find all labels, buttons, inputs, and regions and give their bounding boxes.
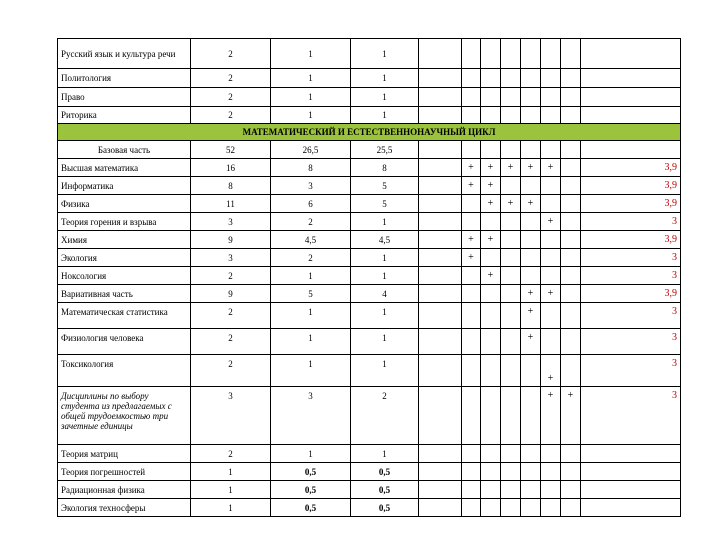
competence-code: 3,9 [581,177,681,195]
plus-mark [561,355,581,387]
plus-mark [521,213,541,231]
plus-mark [501,231,521,249]
competence-code: 3,9 [581,195,681,213]
lecture-hours: 1 [271,69,351,88]
table-row [58,195,681,213]
practice-hours: 0,5 [351,481,419,499]
practice-hours: 1 [351,329,419,355]
table-row [58,355,681,387]
discipline-name: Теория матриц [58,445,191,463]
table-row [58,107,681,124]
competence-code [581,445,681,463]
plus-mark: + [521,285,541,303]
competence-code [581,88,681,107]
practice-hours: 1 [351,69,419,88]
plus-mark [481,355,501,387]
practice-hours: 1 [351,267,419,285]
practice-hours: 5 [351,177,419,195]
practice-hours: 1 [351,249,419,267]
competence-code [581,141,681,159]
table-row [58,303,681,329]
plus-mark [521,387,541,445]
plus-mark [501,303,521,329]
total-hours: 2 [191,267,271,285]
lecture-hours: 0,5 [271,499,351,517]
total-hours: 1 [191,463,271,481]
plus-mark: + [501,159,521,177]
practice-hours: 1 [351,445,419,463]
discipline-name: Экология [58,249,191,267]
practice-hours: 1 [351,303,419,329]
plus-mark: + [462,249,481,267]
plus-mark: + [521,329,541,355]
plus-mark [462,285,481,303]
practice-hours: 25,5 [351,141,419,159]
discipline-name: Информатика [58,177,191,195]
lecture-hours: 1 [271,39,351,69]
table-row [58,213,681,231]
plus-mark [541,329,561,355]
total-hours: 2 [191,69,271,88]
plus-mark [561,177,581,195]
plus-mark [521,177,541,195]
plus-mark [561,213,581,231]
plus-mark [561,329,581,355]
total-hours: 8 [191,177,271,195]
plus-mark [501,267,521,285]
plus-mark [541,231,561,249]
competence-code: 3,9 [581,285,681,303]
plus-mark [541,177,561,195]
discipline-name: Физиология человека [58,329,191,355]
table-row [58,177,681,195]
lecture-hours: 1 [271,303,351,329]
practice-hours: 0,5 [351,463,419,481]
plus-mark: + [462,231,481,249]
plus-mark [561,195,581,213]
plus-mark [462,213,481,231]
plus-mark: + [541,213,561,231]
discipline-name: Химия [58,231,191,249]
plus-mark [462,355,481,387]
plus-mark [541,249,561,267]
total-hours: 3 [191,249,271,267]
table-row [58,39,681,69]
practice-hours: 5 [351,195,419,213]
plus-mark: + [462,177,481,195]
discipline-name: Математическая статистика [58,303,191,329]
plus-mark [561,285,581,303]
total-hours: 2 [191,329,271,355]
plus-mark: + [541,387,561,445]
discipline-name: Физика [58,195,191,213]
lecture-hours: 1 [271,445,351,463]
discipline-name: Токсикология [58,355,191,387]
lecture-hours: 6 [271,195,351,213]
competence-code [581,463,681,481]
total-hours: 3 [191,213,271,231]
lecture-hours: 2 [271,249,351,267]
practice-hours: 1 [351,355,419,387]
plus-mark [521,355,541,387]
practice-hours: 1 [351,88,419,107]
plus-mark [462,329,481,355]
plus-mark [481,329,501,355]
plus-mark: + [541,285,561,303]
plus-mark: + [501,195,521,213]
plus-mark [481,387,501,445]
lecture-hours: 3 [271,387,351,445]
table-row [58,463,681,481]
total-hours: 11 [191,195,271,213]
plus-mark: + [521,159,541,177]
table-row [58,249,681,267]
competence-code: 3,9 [581,159,681,177]
total-hours: 2 [191,39,271,69]
plus-mark [501,177,521,195]
table-row [58,267,681,285]
lecture-hours: 1 [271,329,351,355]
lecture-hours: 26,5 [271,141,351,159]
total-hours: 2 [191,355,271,387]
competence-code: 3 [581,267,681,285]
plus-mark: + [561,387,581,445]
plus-mark [481,285,501,303]
practice-hours: 2 [351,387,419,445]
total-hours: 2 [191,107,271,124]
discipline-name: Радиационная физика [58,481,191,499]
discipline-name: Базовая часть [58,141,191,159]
competence-code [581,107,681,124]
discipline-name: Дисциплины по выбору студента из предлагаемых с общей трудоемкостью три зачетные единицы [58,387,191,445]
plus-mark [561,249,581,267]
plus-mark: + [481,231,501,249]
section-title: МАТЕМАТИЧЕСКИЙ И ЕСТЕСТВЕННОНАУЧНЫЙ ЦИКЛ [58,124,681,141]
practice-hours: 8 [351,159,419,177]
plus-mark [541,267,561,285]
plus-mark [501,355,521,387]
table-row [58,231,681,249]
competence-code: 3 [581,387,681,445]
competence-code [581,481,681,499]
competence-code: 3 [581,355,681,387]
table-row [58,141,681,159]
competence-code: 3,9 [581,231,681,249]
discipline-name: Русский язык и культура речи [58,39,191,69]
table-row [58,481,681,499]
lecture-hours: 1 [271,355,351,387]
practice-hours: 1 [351,107,419,124]
total-hours: 2 [191,445,271,463]
plus-mark [541,195,561,213]
plus-mark: + [481,159,501,177]
plus-mark [561,231,581,249]
discipline-name: Право [58,88,191,107]
lecture-hours: 5 [271,285,351,303]
total-hours: 1 [191,499,271,517]
plus-mark [561,303,581,329]
lecture-hours: 1 [271,88,351,107]
discipline-name: Риторика [58,107,191,124]
plus-mark [481,303,501,329]
plus-mark [501,329,521,355]
discipline-name: Вариативная часть [58,285,191,303]
lecture-hours: 0,5 [271,481,351,499]
total-hours: 9 [191,285,271,303]
discipline-name: Теория погрешностей [58,463,191,481]
plus-mark [462,267,481,285]
competence-code: 3 [581,249,681,267]
competence-code [581,499,681,517]
discipline-name: Политология [58,69,191,88]
plus-mark [521,231,541,249]
lecture-hours: 1 [271,267,351,285]
plus-mark: + [541,159,561,177]
plus-mark [521,267,541,285]
competence-code: 3 [581,303,681,329]
lecture-hours: 2 [271,213,351,231]
table-row [58,387,681,445]
table-row [58,445,681,463]
plus-mark [501,285,521,303]
discipline-name: Высшая математика [58,159,191,177]
practice-hours: 4,5 [351,231,419,249]
plus-mark [481,213,501,231]
total-hours: 2 [191,88,271,107]
plus-mark [462,303,481,329]
lecture-hours: 3 [271,177,351,195]
plus-mark [501,387,521,445]
table-row [58,499,681,517]
plus-mark: + [521,303,541,329]
competence-code [581,69,681,88]
section-header-row [58,124,681,141]
plus-mark [541,303,561,329]
plus-mark: + [521,195,541,213]
plus-mark: + [481,267,501,285]
table-row [58,285,681,303]
table-row [58,329,681,355]
competence-code [581,39,681,69]
lecture-hours: 0,5 [271,463,351,481]
plus-mark [561,267,581,285]
table-row [58,88,681,107]
discipline-name: Теория горения и взрыва [58,213,191,231]
plus-mark [521,249,541,267]
plus-mark [462,387,481,445]
plus-mark: + [541,355,561,387]
lecture-hours: 8 [271,159,351,177]
plus-mark [561,159,581,177]
discipline-name: Ноксология [58,267,191,285]
plus-mark: + [481,195,501,213]
table-row [58,69,681,88]
lecture-hours: 4,5 [271,231,351,249]
plus-mark [481,249,501,267]
practice-hours: 1 [351,39,419,69]
plus-mark: + [481,177,501,195]
practice-hours: 0,5 [351,499,419,517]
total-hours: 3 [191,387,271,445]
competence-code: 3 [581,329,681,355]
discipline-name: Экология техносферы [58,499,191,517]
lecture-hours: 1 [271,107,351,124]
total-hours: 16 [191,159,271,177]
total-hours: 52 [191,141,271,159]
plus-mark [501,213,521,231]
total-hours: 2 [191,303,271,329]
plus-mark [501,249,521,267]
curriculum-table [57,38,681,517]
practice-hours: 4 [351,285,419,303]
plus-mark [462,195,481,213]
table-row [58,159,681,177]
total-hours: 9 [191,231,271,249]
competence-code: 3 [581,213,681,231]
total-hours: 1 [191,481,271,499]
practice-hours: 1 [351,213,419,231]
plus-mark: + [462,159,481,177]
